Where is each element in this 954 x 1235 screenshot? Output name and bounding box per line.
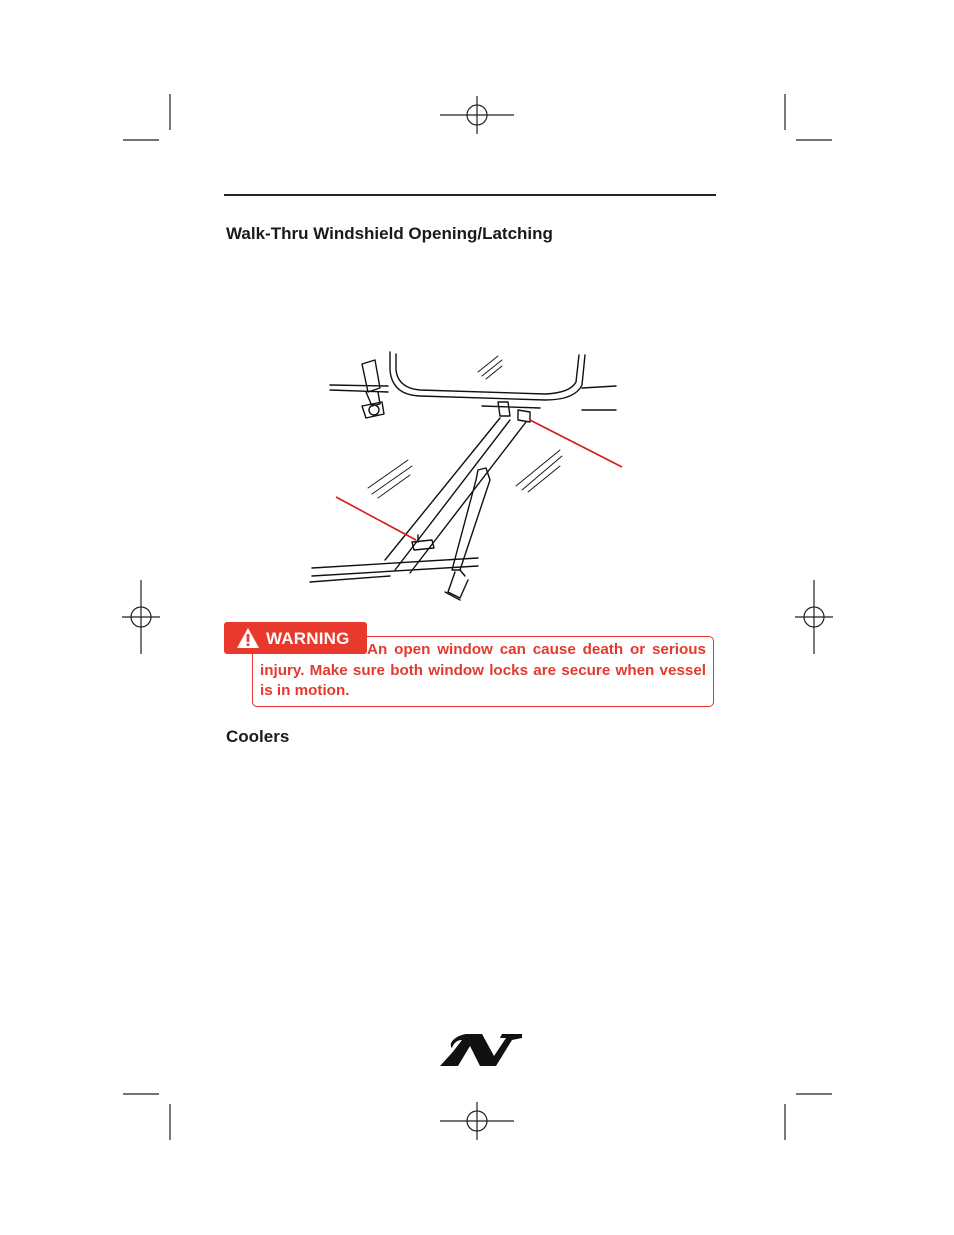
header-rule <box>224 194 716 196</box>
windshield-latch-illustration <box>300 330 630 605</box>
warning-badge-label: WARNING <box>266 629 350 648</box>
exclamation-triangle-icon <box>236 627 260 649</box>
warning-message: An open window can cause death or serious injury. Make sure both window locks are secure when vessel is in motion. <box>260 641 706 699</box>
brand-logo-icon <box>440 1032 524 1068</box>
coolers-title: Coolers <box>226 727 290 746</box>
section-title: Walk-Thru Windshield Opening/Latching <box>226 224 553 243</box>
warning-message-block <box>260 640 706 702</box>
